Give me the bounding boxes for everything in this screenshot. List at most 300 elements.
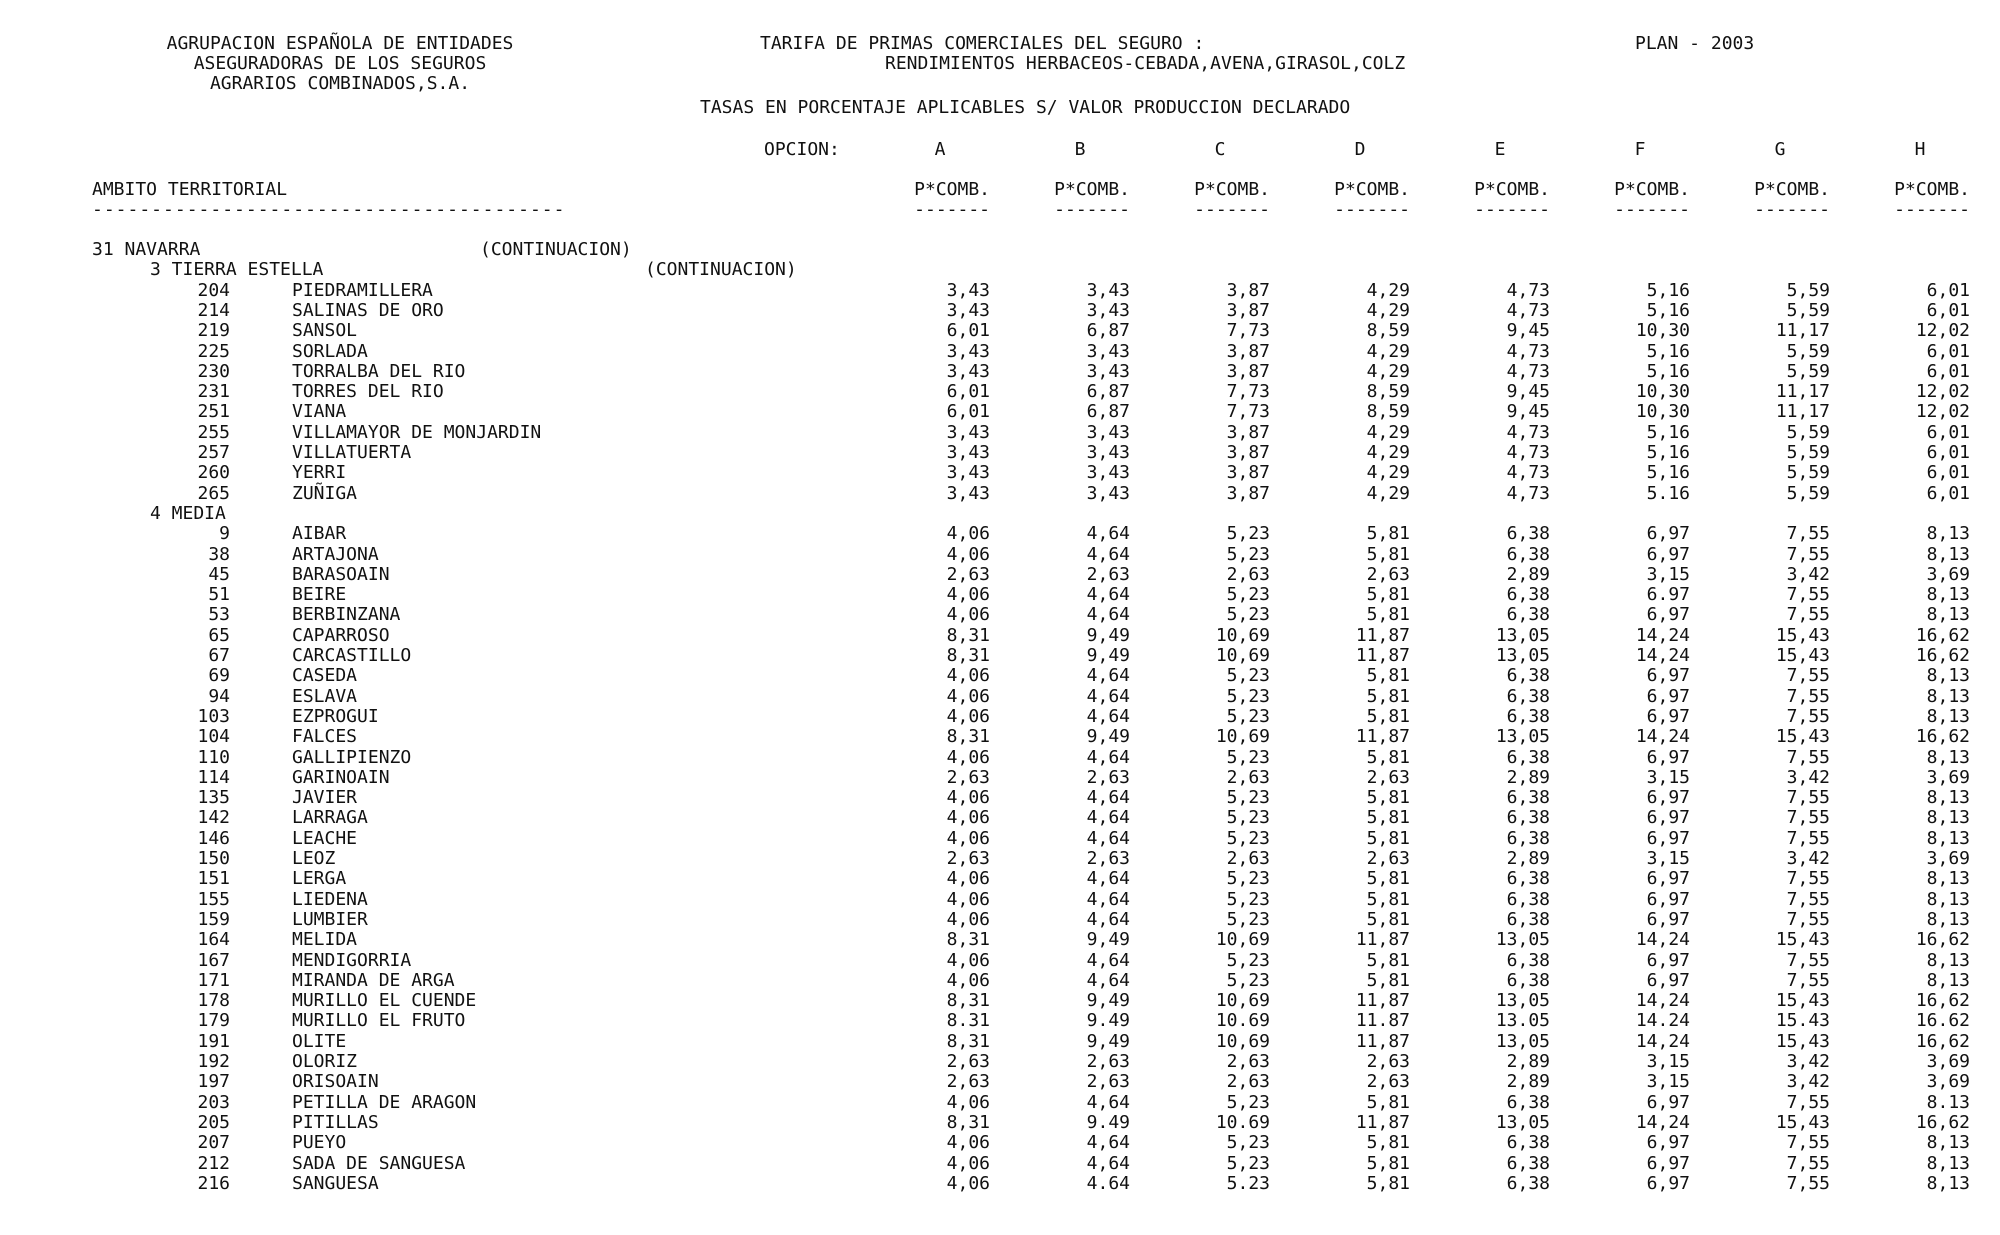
municipality-code: 103 bbox=[197, 705, 230, 727]
municipality-code: 203 bbox=[197, 1091, 230, 1113]
municipality-code: 155 bbox=[197, 888, 230, 910]
table-row bbox=[0, 1072, 2000, 1092]
rate-h: 3,69 bbox=[1926, 1071, 1970, 1093]
table-row bbox=[0, 342, 2000, 362]
rate-f: 6,97 bbox=[1646, 1152, 1690, 1174]
rate-a: 3,43 bbox=[946, 340, 990, 362]
rate-g: 5,59 bbox=[1786, 360, 1830, 382]
municipality-code: 225 bbox=[197, 340, 230, 362]
rate-h: 8,13 bbox=[1926, 908, 1970, 930]
table-row bbox=[0, 748, 2000, 768]
municipality-name: LIEDENA bbox=[292, 888, 368, 910]
rate-f: 6.97 bbox=[1646, 584, 1690, 606]
rate-g: 7,55 bbox=[1786, 1132, 1830, 1154]
rate-h: 8,13 bbox=[1926, 969, 1970, 991]
municipality-name: CASEDA bbox=[292, 665, 358, 687]
rate-a: 4,06 bbox=[946, 1091, 990, 1113]
municipality-name: MENDIGORRIA bbox=[292, 949, 412, 971]
rate-a: 4,06 bbox=[946, 969, 990, 991]
municipality-name: PIEDRAMILLERA bbox=[292, 279, 433, 301]
rate-c: 3,87 bbox=[1226, 462, 1270, 484]
rule-d: ------- bbox=[1334, 199, 1410, 220]
rate-e: 2,89 bbox=[1506, 766, 1550, 788]
rate-d: 2,63 bbox=[1366, 766, 1410, 788]
rate-a: 8,31 bbox=[946, 929, 990, 951]
rate-d: 2,63 bbox=[1366, 848, 1410, 869]
rate-g: 5,59 bbox=[1786, 279, 1830, 301]
rate-a: 6,01 bbox=[946, 401, 990, 423]
tasas-note: TASAS EN PORCENTAJE APLICABLES S/ VALOR PRODUCCION DECLARADO bbox=[700, 97, 1351, 118]
municipality-name: LUMBIER bbox=[292, 908, 368, 930]
ambito-label: AMBITO TERRITORIAL bbox=[92, 179, 288, 200]
rate-e: 6,38 bbox=[1506, 827, 1550, 849]
rate-f: 14,24 bbox=[1635, 726, 1690, 748]
table-row bbox=[0, 565, 2000, 585]
municipality-name: SANSOL bbox=[292, 320, 358, 342]
rate-b: 4,64 bbox=[1086, 787, 1130, 809]
rate-d: 4,29 bbox=[1366, 279, 1410, 301]
sub-header-b: P*COMB. bbox=[1054, 179, 1130, 200]
rate-c: 5,23 bbox=[1226, 705, 1270, 727]
opcion-label: OPCION: bbox=[764, 139, 840, 160]
rate-g: 3,42 bbox=[1786, 766, 1830, 788]
rate-c: 3,87 bbox=[1226, 340, 1270, 362]
municipality-code: 69 bbox=[208, 665, 230, 687]
rate-a: 4,06 bbox=[946, 868, 990, 890]
rate-e: 6,38 bbox=[1506, 665, 1550, 687]
municipality-code: 150 bbox=[197, 848, 230, 869]
rate-f: 5,16 bbox=[1646, 299, 1690, 321]
rate-d: 11,87 bbox=[1355, 1030, 1410, 1052]
rate-h: 3,69 bbox=[1926, 848, 1970, 869]
rate-h: 8,13 bbox=[1926, 665, 1970, 687]
rate-f: 6,97 bbox=[1646, 827, 1690, 849]
rate-d: 11,87 bbox=[1355, 645, 1410, 666]
rate-a: 3,43 bbox=[946, 482, 990, 504]
municipality-code: 178 bbox=[197, 990, 230, 1012]
option-h: H bbox=[1914, 139, 1926, 160]
municipality-code: 142 bbox=[197, 807, 230, 829]
table-row bbox=[0, 1133, 2000, 1153]
municipality-code: 265 bbox=[197, 482, 230, 504]
rate-c: 2,63 bbox=[1226, 1051, 1270, 1072]
rate-e: 6,38 bbox=[1506, 888, 1550, 910]
rate-h: 8,13 bbox=[1926, 787, 1970, 809]
continuation-label: (CONTINUACION) bbox=[645, 259, 797, 281]
rate-g: 7,55 bbox=[1786, 523, 1830, 545]
rate-d: 5,81 bbox=[1366, 604, 1410, 626]
rate-c: 5,23 bbox=[1226, 807, 1270, 829]
rate-h: 16,62 bbox=[1915, 624, 1970, 646]
rate-c: 5,23 bbox=[1226, 969, 1270, 991]
rate-d: 5,81 bbox=[1366, 584, 1410, 606]
rate-f: 6,97 bbox=[1646, 949, 1690, 971]
rate-h: 16,62 bbox=[1915, 1030, 1970, 1052]
rate-e: 13,05 bbox=[1495, 929, 1550, 951]
rate-d: 4,29 bbox=[1366, 360, 1410, 382]
rate-d: 11,87 bbox=[1355, 990, 1410, 1012]
rate-e: 6,38 bbox=[1506, 868, 1550, 890]
municipality-code: 212 bbox=[197, 1152, 230, 1174]
rate-f: 6,97 bbox=[1646, 523, 1690, 545]
municipality-name: BERBINZANA bbox=[292, 604, 401, 626]
rate-b: 4,64 bbox=[1086, 827, 1130, 849]
rate-e: 13,05 bbox=[1495, 990, 1550, 1012]
rate-f: 6,97 bbox=[1646, 807, 1690, 829]
rate-b: 4,64 bbox=[1086, 969, 1130, 991]
municipality-name: LEOZ bbox=[292, 848, 336, 869]
rate-b: 4,64 bbox=[1086, 908, 1130, 930]
rate-e: 4,73 bbox=[1506, 462, 1550, 484]
rate-c: 5,23 bbox=[1226, 827, 1270, 849]
rate-b: 3,43 bbox=[1086, 462, 1130, 484]
rate-c: 10.69 bbox=[1215, 1010, 1270, 1032]
rate-g: 5,59 bbox=[1786, 299, 1830, 321]
rate-b: 3,43 bbox=[1086, 279, 1130, 301]
table-row bbox=[0, 1093, 2000, 1113]
municipality-name: MELIDA bbox=[292, 929, 358, 951]
table-row bbox=[0, 829, 2000, 849]
rate-c: 5,23 bbox=[1226, 543, 1270, 565]
rate-a: 4,06 bbox=[946, 523, 990, 545]
municipality-code: 135 bbox=[197, 787, 230, 809]
municipality-name: TORRES DEL RIO bbox=[292, 381, 444, 403]
rate-b: 3,43 bbox=[1086, 442, 1130, 463]
rate-d: 5,81 bbox=[1366, 787, 1410, 809]
municipality-name: CAPARROSO bbox=[292, 624, 390, 646]
rate-g: 7,55 bbox=[1786, 1091, 1830, 1113]
rate-f: 6,97 bbox=[1646, 888, 1690, 910]
rate-a: 2,63 bbox=[946, 848, 990, 869]
rate-d: 5,81 bbox=[1366, 1091, 1410, 1113]
rate-a: 4,06 bbox=[946, 908, 990, 930]
option-b: B bbox=[1074, 139, 1086, 160]
rate-h: 8,13 bbox=[1926, 868, 1970, 890]
rate-d: 2,63 bbox=[1366, 1051, 1410, 1072]
tarifa-title: TARIFA DE PRIMAS COMERCIALES DEL SEGURO : bbox=[760, 33, 1205, 54]
rate-a: 2,63 bbox=[946, 1071, 990, 1093]
rule-f: ------- bbox=[1614, 199, 1690, 220]
table-row bbox=[0, 1113, 2000, 1133]
rate-f: 6,97 bbox=[1646, 868, 1690, 890]
municipality-name: SORLADA bbox=[292, 340, 368, 362]
municipality-name: FALCES bbox=[292, 726, 358, 748]
rate-h: 16,62 bbox=[1915, 645, 1970, 666]
rate-c: 7,73 bbox=[1226, 381, 1270, 403]
table-row bbox=[0, 382, 2000, 402]
rate-a: 3,43 bbox=[946, 462, 990, 484]
rate-d: 8,59 bbox=[1366, 401, 1410, 423]
rate-h: 16,62 bbox=[1915, 1111, 1970, 1133]
rate-h: 8,13 bbox=[1926, 1152, 1970, 1174]
rate-h: 3,69 bbox=[1926, 563, 1970, 585]
rate-a: 2,63 bbox=[946, 563, 990, 585]
table-row bbox=[0, 443, 2000, 463]
rate-d: 5,81 bbox=[1366, 888, 1410, 910]
rate-e: 4,73 bbox=[1506, 340, 1550, 362]
municipality-code: 260 bbox=[197, 462, 230, 484]
rate-e: 6,38 bbox=[1506, 949, 1550, 971]
rate-c: 5,23 bbox=[1226, 787, 1270, 809]
rate-f: 5.16 bbox=[1646, 482, 1690, 504]
rate-b: 2,63 bbox=[1086, 848, 1130, 869]
rate-g: 7,55 bbox=[1786, 685, 1830, 707]
rate-f: 14,24 bbox=[1635, 1111, 1690, 1133]
rate-g: 15,43 bbox=[1775, 624, 1830, 646]
rule-a: ------- bbox=[914, 199, 990, 220]
rate-c: 5,23 bbox=[1226, 604, 1270, 626]
rate-f: 10,30 bbox=[1635, 401, 1690, 423]
rate-f: 14,24 bbox=[1635, 645, 1690, 666]
rate-c: 2,63 bbox=[1226, 766, 1270, 788]
subsection-row bbox=[0, 504, 2000, 524]
option-g: G bbox=[1774, 139, 1786, 160]
section-row bbox=[0, 240, 2000, 260]
rate-f: 6,97 bbox=[1646, 705, 1690, 727]
rate-d: 5,81 bbox=[1366, 969, 1410, 991]
rate-a: 8,31 bbox=[946, 645, 990, 666]
table-row bbox=[0, 321, 2000, 341]
plan-label: PLAN - 2003 bbox=[1635, 33, 1755, 54]
tarifa-subtitle: RENDIMIENTOS HERBACEOS-CEBADA,AVENA,GIRASOL,COLZ bbox=[885, 53, 1406, 74]
rate-c: 10,69 bbox=[1215, 645, 1270, 666]
rate-b: 2,63 bbox=[1086, 766, 1130, 788]
rate-a: 4,06 bbox=[946, 888, 990, 910]
rate-e: 6,38 bbox=[1506, 969, 1550, 991]
rate-a: 8,31 bbox=[946, 624, 990, 646]
rate-f: 6,97 bbox=[1646, 1091, 1690, 1113]
rate-f: 6,97 bbox=[1646, 908, 1690, 930]
ambito-rule: ---------------------------------------- bbox=[92, 199, 566, 220]
rate-d: 11,87 bbox=[1355, 624, 1410, 646]
municipality-name: MURILLO EL CUENDE bbox=[292, 990, 477, 1012]
rate-h: 12,02 bbox=[1915, 320, 1970, 342]
rate-h: 8,13 bbox=[1926, 604, 1970, 626]
rate-a: 4,06 bbox=[946, 1172, 990, 1194]
rate-g: 7,55 bbox=[1786, 969, 1830, 991]
rate-c: 10,69 bbox=[1215, 929, 1270, 951]
rate-g: 15,43 bbox=[1775, 645, 1830, 666]
sub-header-e: P*COMB. bbox=[1474, 179, 1550, 200]
municipality-code: 45 bbox=[208, 563, 230, 585]
rate-d: 4,29 bbox=[1366, 299, 1410, 321]
municipality-code: 67 bbox=[208, 645, 230, 666]
rate-g: 3,42 bbox=[1786, 1071, 1830, 1093]
rate-h: 8,13 bbox=[1926, 888, 1970, 910]
rate-h: 8,13 bbox=[1926, 523, 1970, 545]
rate-g: 7,55 bbox=[1786, 949, 1830, 971]
rate-g: 7,55 bbox=[1786, 787, 1830, 809]
rate-c: 5,23 bbox=[1226, 908, 1270, 930]
rate-b: 9,49 bbox=[1086, 645, 1130, 666]
municipality-code: 110 bbox=[197, 746, 230, 768]
municipality-name: SADA DE SANGUESA bbox=[292, 1152, 466, 1174]
rate-e: 4,73 bbox=[1506, 279, 1550, 301]
rate-h: 3,69 bbox=[1926, 766, 1970, 788]
rate-b: 2,63 bbox=[1086, 563, 1130, 585]
rate-d: 5,81 bbox=[1366, 827, 1410, 849]
rate-d: 5,81 bbox=[1366, 665, 1410, 687]
municipality-name: VILLAMAYOR DE MONJARDIN bbox=[292, 421, 542, 443]
rule-e: ------- bbox=[1474, 199, 1550, 220]
rate-f: 3,15 bbox=[1646, 848, 1690, 869]
rate-b: 4,64 bbox=[1086, 746, 1130, 768]
rate-g: 15,43 bbox=[1775, 990, 1830, 1012]
table-row bbox=[0, 646, 2000, 666]
rate-c: 5,23 bbox=[1226, 888, 1270, 910]
municipality-name: MIRANDA DE ARGA bbox=[292, 969, 455, 991]
rate-g: 7,55 bbox=[1786, 908, 1830, 930]
table-row bbox=[0, 1154, 2000, 1174]
rate-d: 11,87 bbox=[1355, 1111, 1410, 1133]
rate-g: 11,17 bbox=[1775, 320, 1830, 342]
rate-g: 7,55 bbox=[1786, 705, 1830, 727]
rate-b: 4,64 bbox=[1086, 1132, 1130, 1154]
rate-a: 4,06 bbox=[946, 685, 990, 707]
rate-a: 4,06 bbox=[946, 584, 990, 606]
rate-c: 7,73 bbox=[1226, 320, 1270, 342]
rate-g: 7,55 bbox=[1786, 888, 1830, 910]
sub-header-g: P*COMB. bbox=[1754, 179, 1830, 200]
rate-g: 7,55 bbox=[1786, 604, 1830, 626]
rate-a: 4,06 bbox=[946, 1132, 990, 1154]
table-row bbox=[0, 951, 2000, 971]
rate-h: 8,13 bbox=[1926, 543, 1970, 565]
table-row bbox=[0, 1011, 2000, 1031]
rate-h: 6,01 bbox=[1926, 482, 1970, 504]
rate-f: 6,97 bbox=[1646, 1172, 1690, 1194]
subsection-title: 3 TIERRA ESTELLA bbox=[150, 259, 324, 281]
municipality-name: VIANA bbox=[292, 401, 347, 423]
table-row bbox=[0, 849, 2000, 869]
rate-e: 6,38 bbox=[1506, 705, 1550, 727]
municipality-name: LEACHE bbox=[292, 827, 358, 849]
rate-d: 2,63 bbox=[1366, 563, 1410, 585]
rate-a: 4,06 bbox=[946, 1152, 990, 1174]
rate-a: 2,63 bbox=[946, 766, 990, 788]
municipality-code: 94 bbox=[208, 685, 230, 707]
municipality-name: VILLATUERTA bbox=[292, 442, 412, 463]
municipality-code: 230 bbox=[197, 360, 230, 382]
municipality-name: BEIRE bbox=[292, 584, 347, 606]
rate-e: 13,05 bbox=[1495, 726, 1550, 748]
rate-h: 8,13 bbox=[1926, 807, 1970, 829]
rule-b: ------- bbox=[1054, 199, 1130, 220]
rate-d: 8,59 bbox=[1366, 320, 1410, 342]
option-a: A bbox=[934, 139, 946, 160]
rate-b: 9.49 bbox=[1086, 1111, 1130, 1133]
rate-d: 11,87 bbox=[1355, 726, 1410, 748]
rate-h: 8,13 bbox=[1926, 705, 1970, 727]
rate-b: 9,49 bbox=[1086, 624, 1130, 646]
rate-c: 5,23 bbox=[1226, 584, 1270, 606]
rate-c: 5,23 bbox=[1226, 1152, 1270, 1174]
rate-c: 5,23 bbox=[1226, 665, 1270, 687]
rate-f: 3,15 bbox=[1646, 766, 1690, 788]
sub-header-f: P*COMB. bbox=[1614, 179, 1690, 200]
rate-c: 10,69 bbox=[1215, 1030, 1270, 1052]
rate-f: 14.24 bbox=[1635, 1010, 1690, 1032]
rate-a: 8,31 bbox=[946, 726, 990, 748]
rate-h: 16.62 bbox=[1915, 1010, 1970, 1032]
rate-e: 6,38 bbox=[1506, 604, 1550, 626]
table-row bbox=[0, 423, 2000, 443]
municipality-code: 9 bbox=[219, 523, 230, 545]
rate-d: 5,81 bbox=[1366, 543, 1410, 565]
municipality-code: 179 bbox=[197, 1010, 230, 1032]
table-row bbox=[0, 605, 2000, 625]
rate-d: 5,81 bbox=[1366, 949, 1410, 971]
rate-a: 8.31 bbox=[946, 1010, 990, 1032]
rate-e: 13,05 bbox=[1495, 1030, 1550, 1052]
table-row bbox=[0, 1032, 2000, 1052]
rate-f: 6,97 bbox=[1646, 543, 1690, 565]
rate-f: 6,97 bbox=[1646, 604, 1690, 626]
rate-g: 3,42 bbox=[1786, 563, 1830, 585]
rate-c: 3,87 bbox=[1226, 442, 1270, 463]
rate-g: 5,59 bbox=[1786, 462, 1830, 484]
municipality-name: BARASOAIN bbox=[292, 563, 390, 585]
rate-a: 8,31 bbox=[946, 990, 990, 1012]
rate-g: 7,55 bbox=[1786, 584, 1830, 606]
municipality-code: 146 bbox=[197, 827, 230, 849]
rate-h: 8,13 bbox=[1926, 1132, 1970, 1154]
rate-d: 5,81 bbox=[1366, 705, 1410, 727]
rate-h: 6,01 bbox=[1926, 442, 1970, 463]
rate-d: 5,81 bbox=[1366, 908, 1410, 930]
rate-e: 6,38 bbox=[1506, 685, 1550, 707]
municipality-name: PUEYO bbox=[292, 1132, 347, 1154]
option-d: D bbox=[1354, 139, 1366, 160]
rate-b: 9,49 bbox=[1086, 929, 1130, 951]
rate-f: 5,16 bbox=[1646, 442, 1690, 463]
rate-h: 8.13 bbox=[1926, 1091, 1970, 1113]
rate-b: 9,49 bbox=[1086, 1030, 1130, 1052]
municipality-name: PETILLA DE ARAGON bbox=[292, 1091, 477, 1113]
option-f: F bbox=[1634, 139, 1646, 160]
org-line-1: AGRUPACION ESPAÑOLA DE ENTIDADES bbox=[166, 33, 514, 54]
rate-h: 8,13 bbox=[1926, 1172, 1970, 1194]
rate-a: 6,01 bbox=[946, 320, 990, 342]
rate-d: 8,59 bbox=[1366, 381, 1410, 403]
rate-e: 2,89 bbox=[1506, 563, 1550, 585]
sub-header-h: P*COMB. bbox=[1894, 179, 1970, 200]
rate-f: 3,15 bbox=[1646, 1051, 1690, 1072]
rate-c: 10,69 bbox=[1215, 624, 1270, 646]
rate-c: 3,87 bbox=[1226, 421, 1270, 443]
municipality-name: SALINAS DE ORO bbox=[292, 299, 444, 321]
rate-f: 14,24 bbox=[1635, 1030, 1690, 1052]
rate-e: 13.05 bbox=[1495, 1010, 1550, 1032]
rate-e: 9,45 bbox=[1506, 320, 1550, 342]
table-row bbox=[0, 1052, 2000, 1072]
municipality-code: 159 bbox=[197, 908, 230, 930]
rate-h: 16,62 bbox=[1915, 929, 1970, 951]
table-row bbox=[0, 484, 2000, 504]
municipality-code: 205 bbox=[197, 1111, 230, 1133]
municipality-code: 38 bbox=[208, 543, 230, 565]
rate-a: 6,01 bbox=[946, 381, 990, 403]
rate-h: 6,01 bbox=[1926, 421, 1970, 443]
rate-a: 3,43 bbox=[946, 279, 990, 301]
sub-header-a: P*COMB. bbox=[914, 179, 990, 200]
rate-h: 6,01 bbox=[1926, 299, 1970, 321]
rate-b: 4,64 bbox=[1086, 604, 1130, 626]
rate-e: 13,05 bbox=[1495, 1111, 1550, 1133]
rate-a: 4,06 bbox=[946, 705, 990, 727]
municipality-name: JAVIER bbox=[292, 787, 358, 809]
rate-e: 6,38 bbox=[1506, 1152, 1550, 1174]
